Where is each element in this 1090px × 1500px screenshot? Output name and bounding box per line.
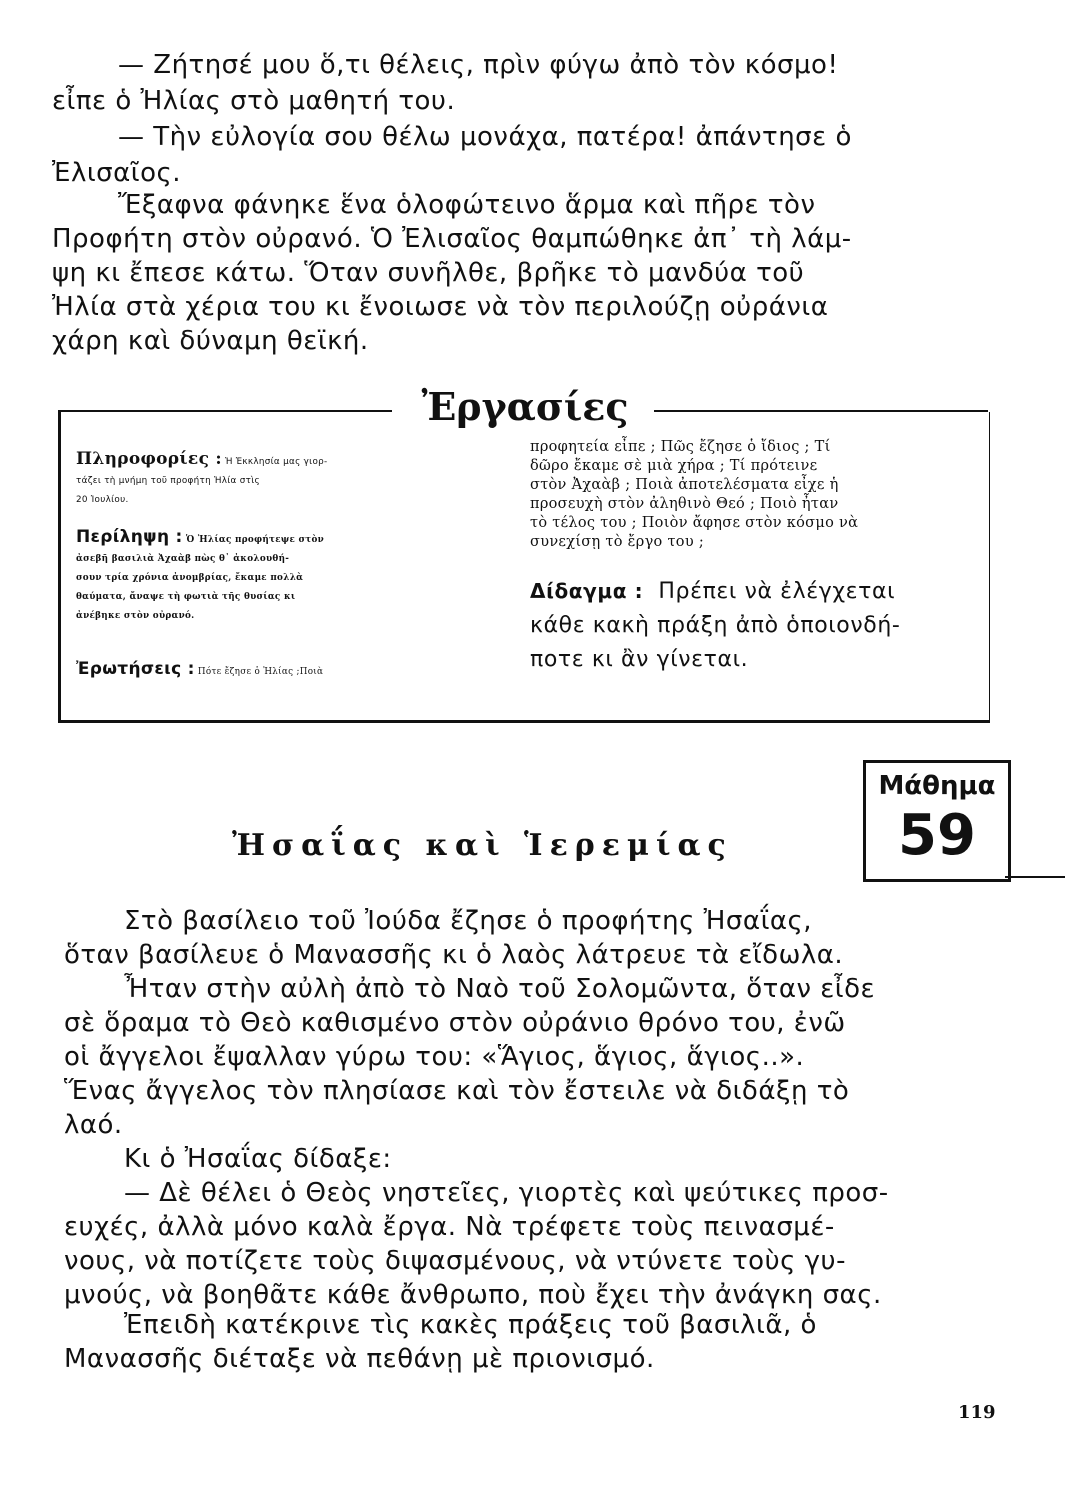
summary-line: ἀνέβηκε στὸν οὐρανό. — [76, 611, 195, 621]
lesson-badge — [863, 760, 1011, 882]
questions-line: συνεχίσῃ τὸ ἔργο του ; — [530, 534, 705, 550]
text-line: — Ζήτησέ μου ὅ,τι θέλεις, πρὶν φύγω ἀπὸ τὸν κόσμο! — [118, 50, 839, 80]
text-line: ψη κι ἔπεσε κάτω. Ὅταν συνῆλθε, βρῆκε τὸ μανδύα τοῦ — [52, 258, 805, 288]
lesson-moral-block — [530, 574, 970, 677]
lesson-title: Ἠσαΐας καὶ Ἱερεμίας — [232, 828, 733, 863]
text-line: χάρη καὶ δύναμη θεϊκή. — [52, 326, 369, 356]
text-line: λαό. — [64, 1110, 123, 1140]
exercises-right-column — [530, 438, 970, 677]
text-line: νους, νὰ ποτίζετε τοὺς διψασμένους, νὰ ντύνετε τοὺς γυ- — [64, 1246, 846, 1276]
text-line: ευχές, ἀλλὰ μόνο καλὰ ἔργα. Νὰ τρέφετε τοὺς πεινασμέ- — [64, 1212, 835, 1242]
questions-line: στὸν Ἀχαὰβ ; Ποιὰ ἀποτελέσματα εἶχε ἡ — [530, 477, 839, 493]
exercises-title: Ἐργασίες — [421, 384, 629, 429]
info-line: Ἡ Ἐκκλησία μας γιορ- — [225, 457, 328, 467]
lesson-moral-line: ποτε κι ἂν γίνεται. — [530, 647, 749, 672]
summary-block — [76, 528, 516, 626]
summary-line: σουν τρία χρόνια ἀνομβρίας, ἔκαμε πολλὰ — [76, 573, 304, 583]
text-line: οἱ ἄγγελοι ἔψαλλαν γύρω του: «Ἅγιος, ἅγιος, ἅγιος..». — [64, 1042, 805, 1072]
summary-line: Ὁ Ἠλίας προφήτεψε στὸν — [186, 535, 325, 545]
text-line: Στὸ βασίλειο τοῦ Ἰούδα ἔζησε ὁ προφήτης Ἠσαΐας, — [124, 906, 813, 936]
text-line: σὲ ὅραμα τὸ Θεὸ καθισμένο στὸν οὐράνιο θρόνο του, ἐνῶ — [64, 1008, 846, 1038]
lesson-badge-label: Μάθημα — [878, 771, 996, 801]
text-line: Ἐλισαῖος. — [52, 158, 182, 188]
text-line: Κι ὁ Ἠσαΐας δίδαξε: — [124, 1144, 392, 1174]
text-line: εἶπε ὁ Ἠλίας στὸ μαθητή του. — [52, 86, 456, 116]
text-line: — Δὲ θέλει ὁ Θεὸς νηστεῖες, γιορτὲς καὶ ψεύτικες προσ- — [124, 1178, 889, 1208]
info-block — [76, 450, 516, 510]
text-line: Ἦταν στὴν αὐλὴ ἀπὸ τὸ Ναὸ τοῦ Σολομῶντα, ὅταν εἶδε — [124, 974, 876, 1004]
exercises-left-column — [76, 450, 516, 700]
info-line: 20 Ἰουλίου. — [76, 495, 129, 505]
summary-line: ἀσεβῆ βασιλιὰ Ἀχαὰβ πὼς θ᾽ ἀκολουθή- — [76, 554, 290, 564]
questions-label: Ἐρωτήσεις : — [76, 659, 195, 679]
questions-line: Πότε ἔζησε ὁ Ἠλίας ;Ποιὰ — [197, 667, 324, 677]
summary-line: θαύματα, ἄναψε τὴ φωτιὰ τῆς θυσίας κι — [76, 592, 296, 602]
text-line: Ἔξαφνα φάνηκε ἕνα ὁλοφώτεινο ἅρμα καὶ πῆρε τὸν — [118, 190, 816, 220]
info-label: Πληροφορίες : — [76, 449, 223, 469]
page-number: 119 — [958, 1402, 996, 1423]
text-line: μνούς, νὰ βοηθᾶτε κάθε ἄνθρωπο, ποὺ ἔχει τὴν ἀνάγκη σας. — [64, 1280, 882, 1310]
text-line: — Τὴν εὐλογία σου θέλω μονάχα, πατέρα! ἀπάντησε ὁ — [118, 122, 852, 152]
questions-line: τὸ τέλος του ; Ποιὸν ἄφησε στὸν κόσμο νὰ — [530, 515, 859, 531]
text-line: Μανασσῆς διέταξε νὰ πεθάνῃ μὲ πριονισμό. — [64, 1344, 655, 1374]
badge-rule — [1005, 876, 1065, 878]
questions-line: προσευχὴ στὸν ἀληθινὸ Θεό ; Ποιὸ ἦταν — [530, 496, 839, 512]
text-line: Ἕνας ἄγγελος τὸν πλησίασε καὶ τὸν ἔστειλε νὰ διδάξῃ τὸ — [64, 1076, 850, 1106]
lesson-badge-number: 59 — [898, 803, 976, 868]
info-line: τάζει τὴ μνήμη τοῦ προφήτη Ἠλία στὶς — [76, 476, 260, 486]
summary-label: Περίληψη : — [76, 527, 183, 547]
text-line: Προφήτη στὸν οὐρανό. Ὁ Ἐλισαῖος θαμπώθηκε ἀπ᾽ τὴ λάμ- — [52, 224, 852, 254]
questions-block — [76, 660, 516, 682]
lesson-moral-line: Πρέπει νὰ ἐλέγχεται — [658, 579, 896, 604]
questions-line: προφητεία εἶπε ; Πῶς ἔζησε ὁ ἴδιος ; Τί — [530, 439, 831, 455]
lesson-moral-label: Δίδαγμα : — [530, 579, 644, 603]
questions-line: δῶρο ἔκαμε σὲ μιὰ χήρα ; Τί πρότεινε — [530, 458, 818, 474]
text-line: Ἠλία στὰ χέρια του κι ἔνοιωσε νὰ τὸν περιλούζῃ οὐράνια — [52, 292, 829, 322]
text-line: ὅταν βασίλευε ὁ Μανασσῆς κι ὁ λαὸς λάτρευε τὰ εἴδωλα. — [64, 940, 844, 970]
lesson-moral-line: κάθε κακὴ πράξη ἀπὸ ὁποιονδή- — [530, 613, 901, 638]
text-line: Ἐπειδὴ κατέκρινε τὶς κακὲς πράξεις τοῦ βασιλιᾶ, ὁ — [124, 1310, 817, 1340]
